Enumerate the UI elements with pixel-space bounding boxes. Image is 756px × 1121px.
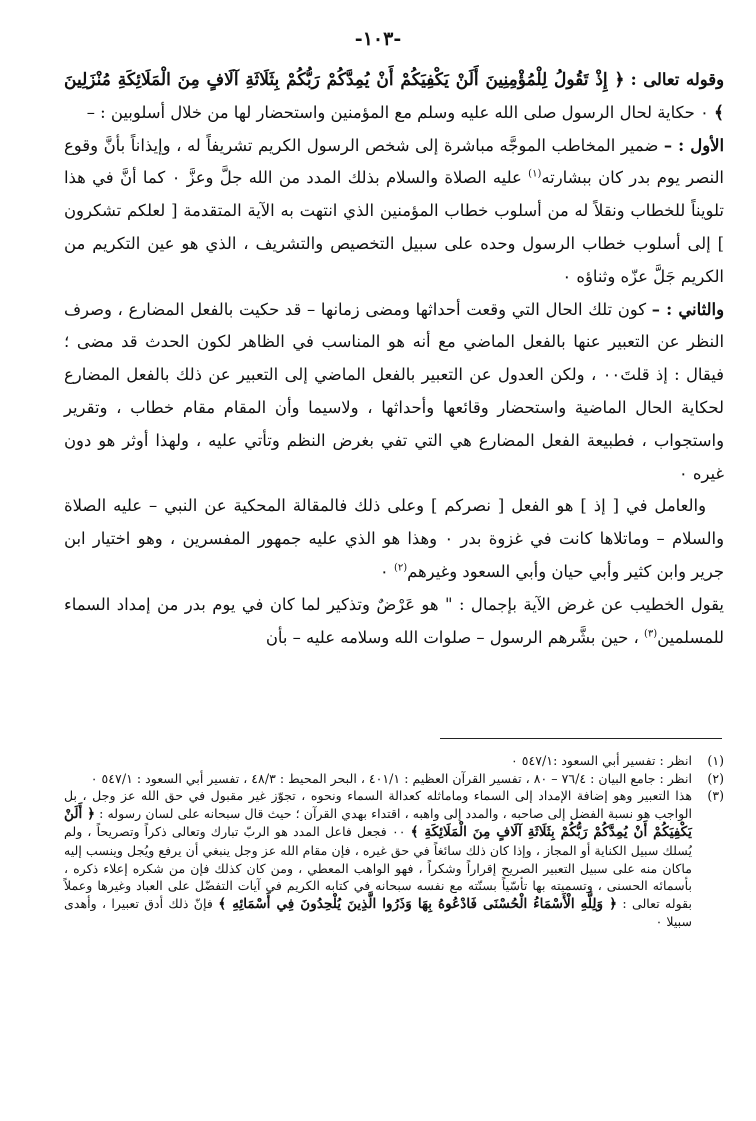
footnote-ref[interactable]: (٣) xyxy=(643,628,658,640)
footnote-text: انظر : تفسير أبي السعود :٥٤٧/١ ٠ xyxy=(510,753,692,768)
footnote-item xyxy=(64,787,724,931)
paragraph-lead: الأول : – xyxy=(663,135,725,155)
footnote-ref[interactable]: (٢) xyxy=(393,562,408,574)
footnote-text-part: ٠٠ فجعل فاعل المدد هو الربّ تبارك وتعالى ذكراً وتصريحاً ، ولم يُسلك سبيل الكناية أو المجاز ، وإذا كان ذلك سائغاً في حق غيره ، فإن مقام الله عز وجل ينبغي أن يرفع ويُجل وينسب إليه ماكان منه على سبيل التعبير الصريح إقراراً وشكراً ، فهو الواهب المعطي ، ومن كان كذلك فإن من شكره إعلاء ذكره ، بأسمائه الحسنى ، وتسميته بها تأسّياً بسنّته مع نفسه سبحانه في كتابه الكريم في آيات التفضّل على العباد وغيرها وعملاً بقوله تعالى : xyxy=(64,824,692,911)
footnote-number: (١) xyxy=(707,753,724,768)
footnote-text xyxy=(64,787,692,931)
paragraph-first-style xyxy=(64,130,724,294)
paragraph-text: كون تلك الحال التي وقعت أحداثها ومضى زمانها – قد حكيت بالفعل المضارع ، وصرف النظر عن التعبير عنها بالفعل الماضي مع أنه هو المناسب في الظاهر لكون الحدث قد مضى ؛ فيقال : إذ قلتَ٠٠ ، ولكن العدول عن التعبير بالفعل الماضي إلى التعبير عن ذلك بالفعل المضارع لحكاية الحال الماضية واستحضار وقائعها وأحداثها ، ولاسيما وأن المقام مقام خطاب ، وتقرير واستجواب ، فطبيعة الفعل المضارع هي التي تفي بغرض النظم وتأتي عليه ، ولهذا أوثر هو دون غيره ٠ xyxy=(64,299,724,483)
footnote-item xyxy=(64,752,724,770)
quran-verse: ﴿ إِذْ تَقُولُ لِلْمُؤْمِنِينَ أَلَنْ يَكْفِيَكُمْ أَنْ يُمِدَّكُمْ رَبُّكُمْ بِثَلَاثَةِ آلَافٍ مِنَ الْمَلَائِكَةِ مُنْزَلِينَ ﴾ xyxy=(64,70,724,123)
footnote-text-part: هذا التعبير وهو إضافة الإمداد إلى السماء وماماثله كعدالة السماء ونحوه ، تجوّز غير مقبول في حق الله عز وجل ، بل الواجب هو نسبة الفضل إلى صاحبه ، والمدد إلى واهبه ، اقتداء بهدي القرآن ؛ حيث قال سبحانه على لسان رسوله : xyxy=(64,788,692,821)
footnote-item xyxy=(64,770,724,788)
footnote-ref[interactable]: (١) xyxy=(528,168,542,180)
paragraph-text: ضمير المخاطب الموجَّه مباشرة إلى شخص الرسول الكريم تشريفاً له ، وإيذاناً بأنَّ وقوع النصر يوم بدر كان ببشارته xyxy=(64,135,724,188)
paragraph-text: ، حين بشَّرهم الرسول – صلوات الله وسلامه عليه – بأن xyxy=(265,627,639,647)
main-text xyxy=(64,64,724,654)
paragraph-text: ٠ xyxy=(379,561,389,581)
footnotes xyxy=(64,752,724,931)
footnote-number: (٣) xyxy=(707,788,724,804)
paragraph-lead: وقوله تعالى : xyxy=(630,70,724,89)
paragraph-text: والعامل في [ إذ ] هو الفعل [ نصركم ] وعلى ذلك فالمقالة المحكية عن النبي – عليه الصلاة والسلام – وماتلاها كانت في غزوة بدر ٠ وهذا هو الذي عليه جمهور المفسرين ، وهو اختيار ابن جرير وابن كثير وأبي حيان وأبي السعود وغيرهم xyxy=(64,496,724,581)
footnote-separator xyxy=(440,738,722,739)
quran-verse: ﴿ أَلَنْ يَكْفِيَكُمْ أَنْ يُمِدَّكُمْ رَبُّكُمْ بِثَلَاثَةِ آلَافٍ مِنَ الْمَلَائِكَةِ ﴾ xyxy=(64,805,692,841)
footnote-text-part: فإنّ ذلك أدق تعبيرا ، وأهدى سبيلا ٠ xyxy=(64,895,692,930)
paragraph-governor xyxy=(64,490,724,588)
paragraph-intro xyxy=(64,64,724,130)
paragraph-second-style xyxy=(64,294,724,491)
footnote-number: (٢) xyxy=(707,770,724,786)
footnote-text: انظر : جامع البيان : ٧٦/٤ – ٨٠ ، تفسير القرآن العظيم : ٤٠١/١ ، البحر المحيط : ٤٨/٣ ، تفسير أبي السعود : ٥٤٧/١ ٠ xyxy=(90,770,692,786)
paragraph-text: ٠ حكاية لحال الرسول صلى الله عليه وسلم مع المؤمنين واستحضار لها من خلال أسلوبين : – xyxy=(86,102,709,122)
page-number: -١٠٣- xyxy=(354,28,402,50)
paragraph-lead: والثاني : – xyxy=(651,299,724,319)
paragraph-khatib xyxy=(64,589,724,655)
paragraph-text: يقول الخطيب عن غرض الآية بإجمال : " هو عَرْضٌ وتذكير لما كان في يوم بدر من إمداد السماء للمسلمين xyxy=(64,594,724,647)
quran-verse: ﴿ وَلِلَّهِ الْأَسْمَاءُ الْحُسْنَى فَادْعُوهُ بِهَا وَذَرُوا الَّذِينَ يُلْحِدُونَ فِي أَسْمَائِهِ ﴾ xyxy=(218,895,618,912)
paragraph-text: عليه الصلاة والسلام بذلك المدد من الله جلَّ وعزَّ ٠ كما أنَّ في هذا تلويناً للخطاب ونقلاً له من أسلوب خطاب المؤمنين الذي انتهت به الآية المتقدمة [ لعلكم تشكرون ] إلى أسلوب خطاب الرسول وحده على سبيل التخصيص والتشريف ، الذي هو عين التكريم من الكريم جَلَّ عزّه وثناؤه ٠ xyxy=(64,168,724,286)
